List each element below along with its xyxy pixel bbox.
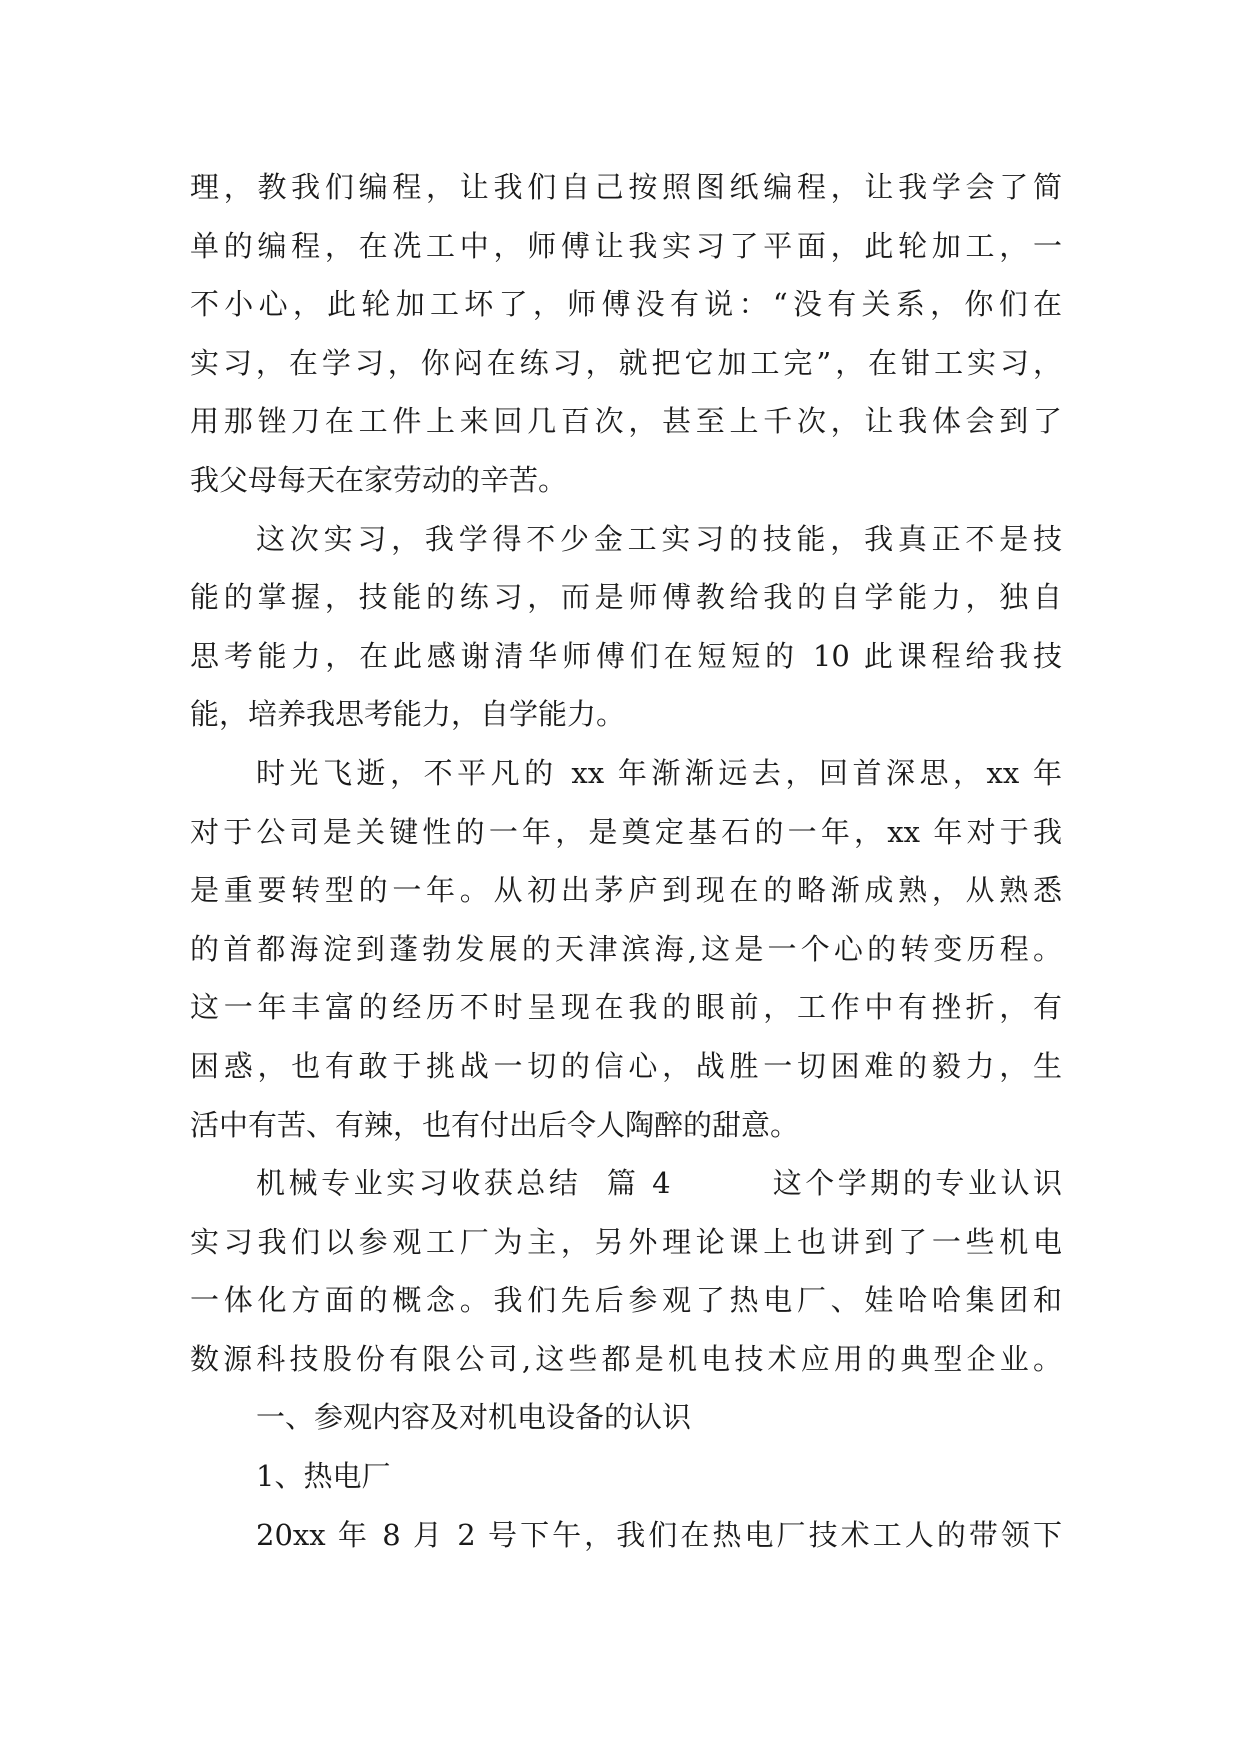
text-line: 单的编程，在冼工中，师傅让我实习了平面，此轮加工，一 (190, 228, 1062, 263)
text-line: 困惑，也有敢于挑战一切的信心，战胜一切困难的毅力，生 (190, 1048, 1062, 1083)
text-line: 这一年丰富的经历不时呈现在我的眼前，工作中有挫折，有 (190, 990, 1062, 1025)
text-line: 能的掌握，技能的练习，而是师傅教给我的自学能力，独自 (190, 580, 1062, 615)
text-line: 的首都海淀到蓬勃发展的天津滨海,这是一个心的转变历程。 (190, 931, 1062, 966)
text-line: 能，培养我思考能力，自学能力。 (190, 697, 626, 732)
text-line: 是重要转型的一年。从初出茅庐到现在的略渐成熟，从熟悉 (190, 873, 1062, 908)
text-line: 活中有苦、有辣，也有付出后令人陶醉的甜意。 (190, 1107, 800, 1142)
text-line: 实习我们以参观工厂为主，另外理论课上也讲到了一些机电 (190, 1224, 1062, 1259)
text-line: 数源科技股份有限公司,这些都是机电技术应用的典型企业。 (190, 1341, 1062, 1376)
text-line: 1、热电厂 (256, 1459, 391, 1494)
document-body (190, 158, 1062, 1564)
text-line: 理，教我们编程，让我们自己按照图纸编程，让我学会了简 (190, 170, 1062, 204)
text-line: 时光飞逝，不平凡的 xx 年渐渐远去，回首深思，xx 年 (256, 755, 1062, 790)
text-line: 20xx 年 8 月 2 号下午，我们在热电厂技术工人的带领下 (256, 1517, 1062, 1552)
text-line: 对于公司是关键性的一年，是奠定基石的一年，xx 年对于我 (190, 814, 1062, 849)
text-line: 机械专业实习收获总结 篇 4 这个学期的专业认识 (256, 1166, 1062, 1201)
text-line: 一、参观内容及对机电设备的认识 (256, 1400, 692, 1435)
text-line: 思考能力，在此感谢清华师傅们在短短的 10 此课程给我技 (190, 638, 1062, 673)
text-line: 这次实习，我学得不少金工实习的技能，我真正不是技 (256, 521, 1062, 556)
text-line: 我父母每天在家劳动的辛苦。 (190, 462, 568, 497)
text-line: 用那锉刀在工件上来回几百次，甚至上千次，让我体会到了 (190, 404, 1062, 439)
text-line: 一体化方面的概念。我们先后参观了热电厂、娃哈哈集团和 (190, 1283, 1062, 1318)
text-line: 不小心，此轮加工坏了，师傅没有说：“没有关系，你们在 (190, 287, 1062, 322)
text-line: 实习，在学习，你闷在练习，就把它加工完”，在钳工实习， (190, 345, 1062, 380)
